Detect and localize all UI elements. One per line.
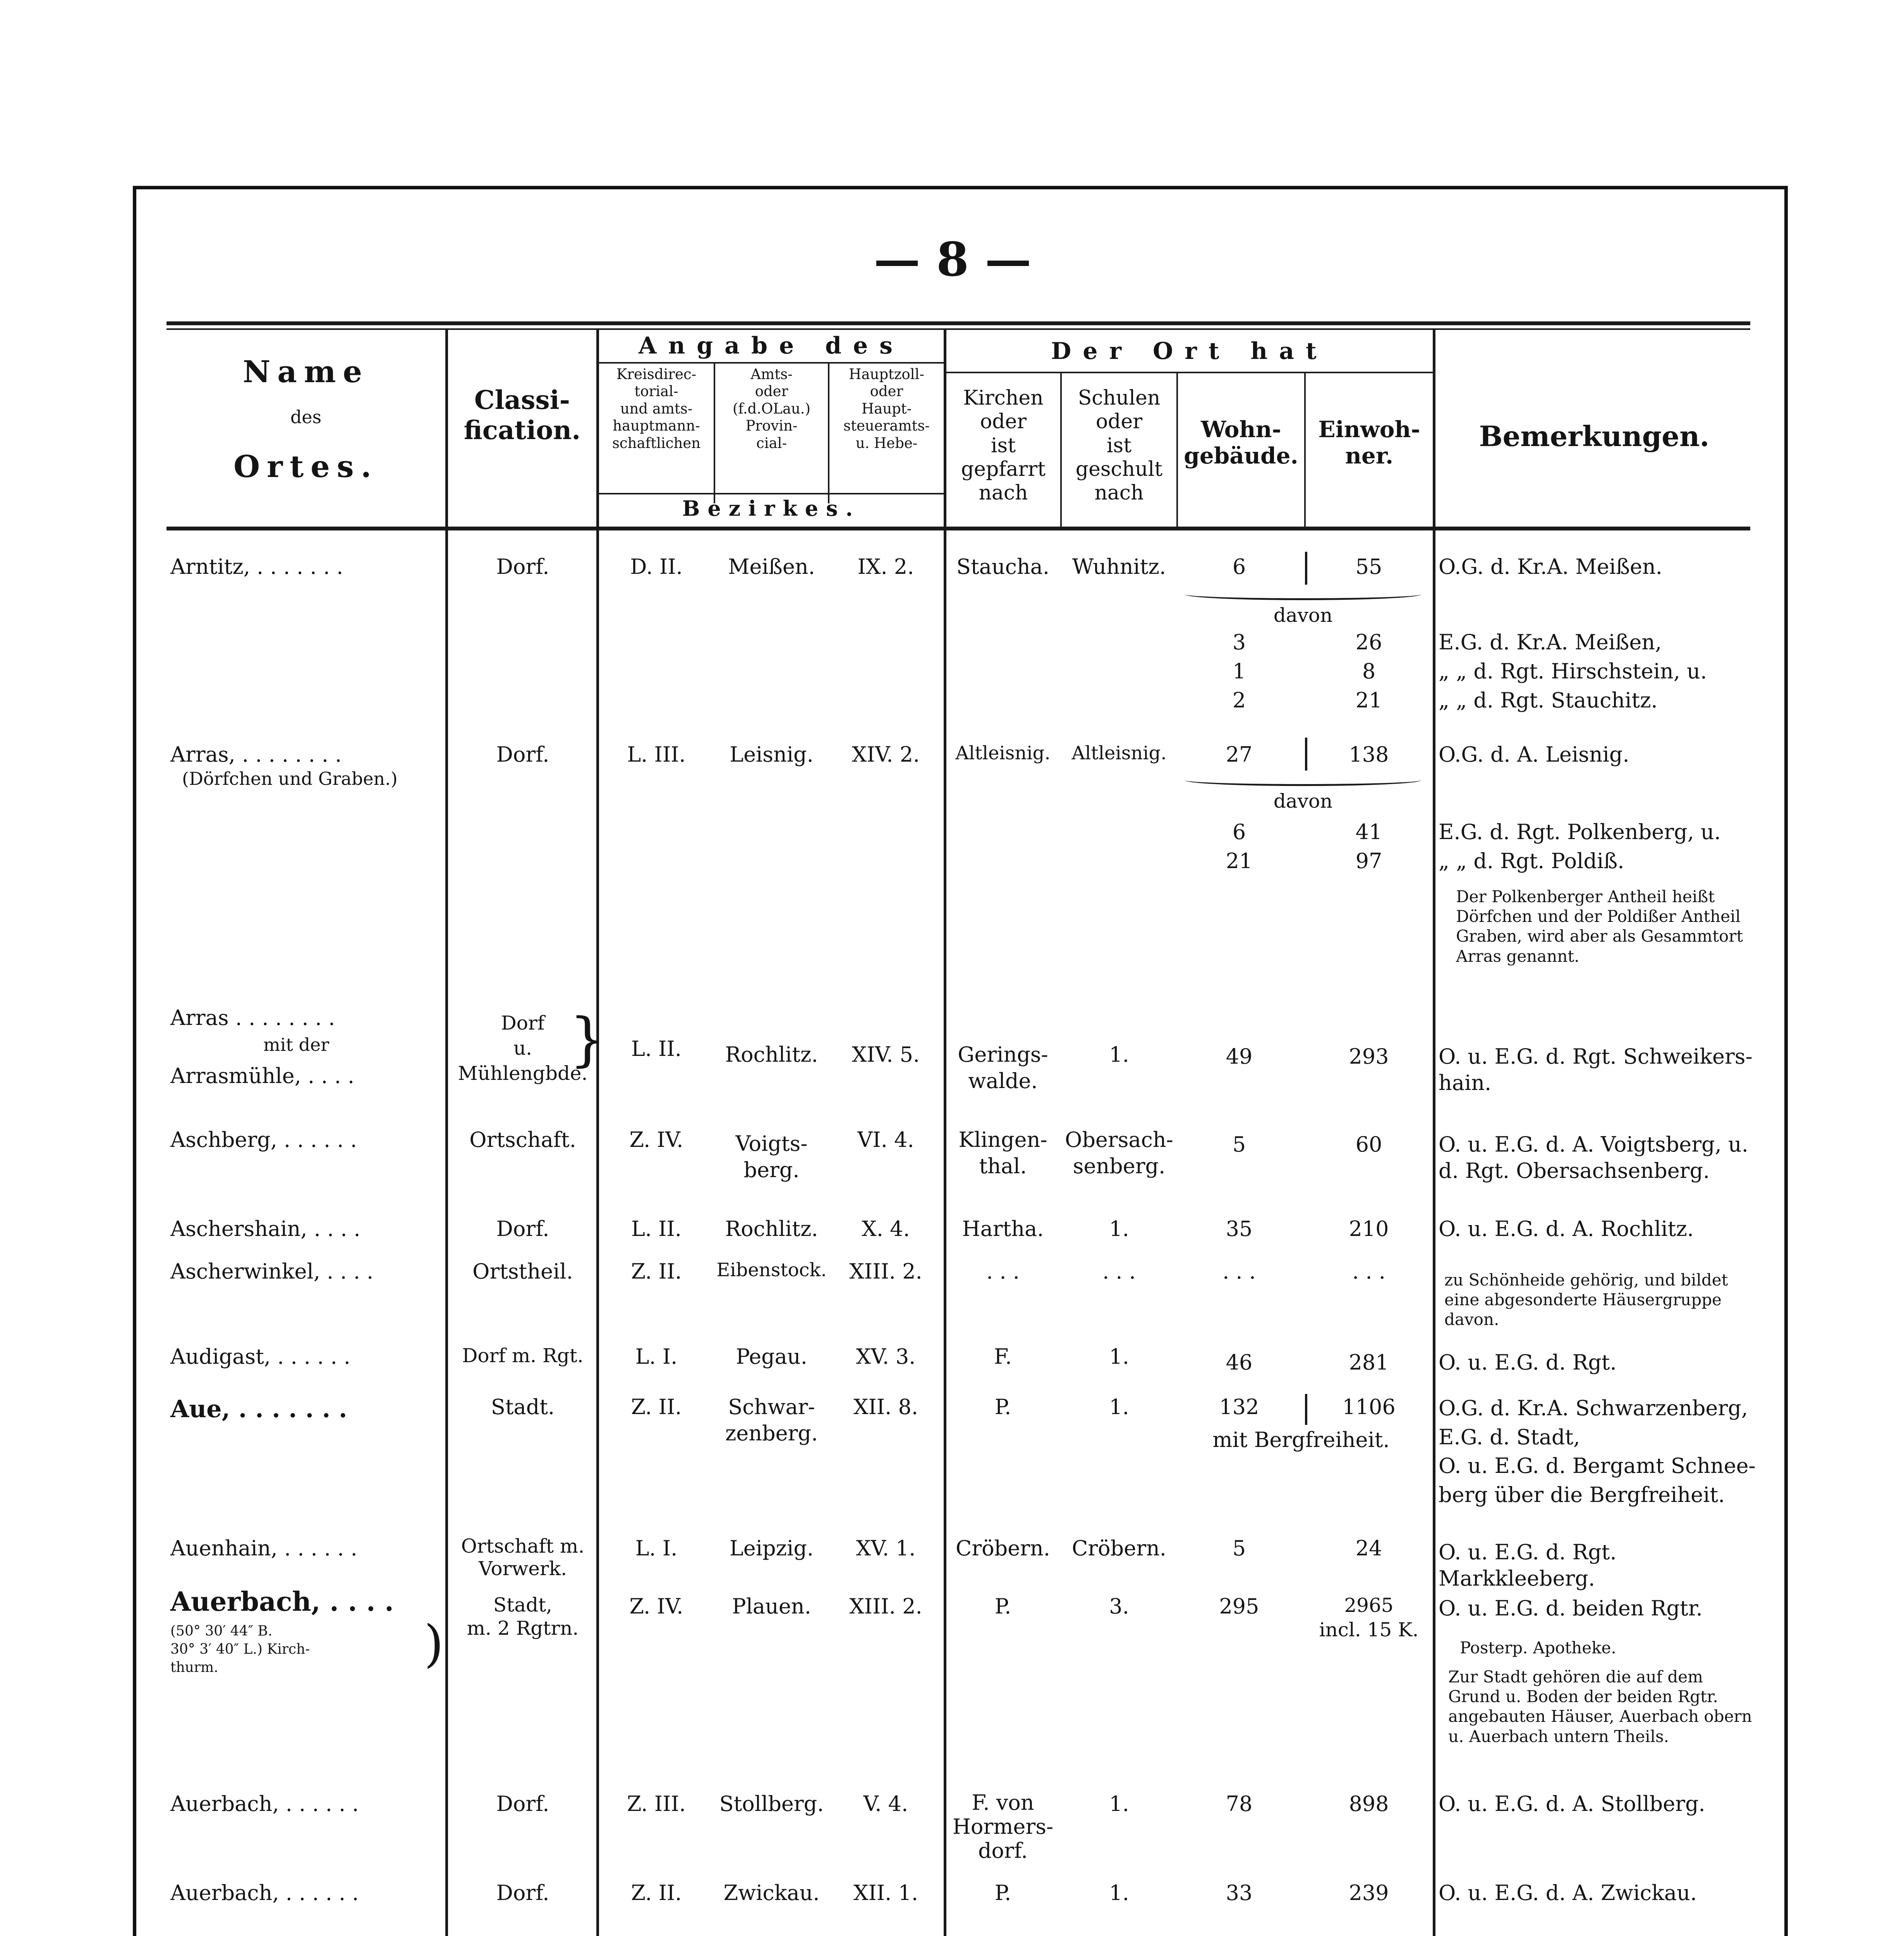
classification: Stadt.	[491, 1395, 555, 1419]
school: Cröbern.	[1072, 1536, 1166, 1560]
amt-district: Zwickau.	[723, 1881, 820, 1905]
dwellings: 5	[1232, 1132, 1246, 1157]
remarks: E.G. d. Rgt. Polkenberg, u.	[1439, 820, 1721, 844]
dwellings: 6	[1232, 554, 1246, 579]
remarks: O.G. d. Kr.A. Schwarzenberg, E.G. d. Stadt, O. u. E.G. d. Bergamt Schnee- berg über die Bergfreiheit.	[1439, 1396, 1756, 1507]
classification: Dorf.	[496, 1792, 549, 1816]
dwellings: 21	[1226, 849, 1253, 873]
dwellings-note: mit Bergfreiheit.	[1212, 1428, 1390, 1452]
col-divider	[1433, 328, 1435, 1936]
place-name: Auerbach, . . . . . .	[170, 1881, 359, 1905]
place-name: Auerbach, . . . . . .	[170, 1792, 359, 1816]
dwellings: 27	[1226, 742, 1253, 767]
school: . . .	[1102, 1259, 1136, 1284]
inhabitants: 60	[1355, 1132, 1382, 1157]
place-name: Auerbach, . . . .	[170, 1586, 394, 1617]
ort-hat-header: Der Ort hat	[1051, 338, 1328, 365]
classification: Dorf m. Rgt.	[462, 1344, 584, 1367]
davon-brace	[1185, 774, 1421, 786]
einw-col-header: Einwoh- ner.	[1318, 416, 1420, 469]
zoll-district: IX. 2.	[857, 554, 914, 579]
davon-brace	[1185, 589, 1421, 600]
bezirkes-rule	[599, 493, 944, 494]
amt-district: Eibenstock.	[716, 1259, 827, 1281]
zoll-district: XIII. 2.	[849, 1259, 922, 1284]
place-coordinates: (50° 30′ 44″ B. 30° 3′ 40″ L.) Kirch- thurm.	[170, 1623, 310, 1675]
kreis-district: L. I.	[635, 1344, 678, 1369]
amt-col-header: Amts- oder (f.d.OLau.) Provin- cial-	[732, 366, 810, 451]
church: . . .	[986, 1259, 1020, 1284]
school: 1.	[1109, 1792, 1129, 1816]
place-name: Ascherwinkel, . . . .	[170, 1259, 374, 1284]
place-name: Aue, . . . . . . .	[170, 1395, 347, 1423]
zoll-district: XIV. 2.	[852, 742, 920, 767]
classification: Ortschaft.	[469, 1128, 576, 1152]
ort-hat-rule	[946, 372, 1433, 373]
classification: Ortstheil.	[472, 1259, 573, 1284]
bezirkes-header: Bezirkes.	[682, 496, 861, 521]
col-divider	[944, 328, 946, 1936]
remarks: „ „ d. Rgt. Stauchitz.	[1439, 688, 1658, 712]
dwellings: 49	[1226, 1044, 1253, 1069]
school: 1.	[1109, 1042, 1129, 1067]
remarks: „ „ d. Rgt. Poldiß.	[1439, 849, 1624, 873]
kreis-district: Z. II.	[631, 1259, 682, 1284]
church: Staucha.	[956, 554, 1050, 579]
place-name-note: (Dörfchen und Graben.)	[182, 768, 398, 789]
inhabitants: 138	[1349, 742, 1389, 767]
kreis-district: Z. IV.	[629, 1594, 683, 1618]
davon-label: davon	[1273, 604, 1333, 626]
dwellings: 35	[1226, 1217, 1253, 1241]
inhabitants: 281	[1349, 1350, 1389, 1375]
church: F. von Hormers- dorf.	[952, 1790, 1054, 1863]
inhabitants: 97	[1355, 849, 1382, 873]
place-name: Arras . . . . . . . .	[170, 1006, 335, 1030]
church: F.	[994, 1344, 1012, 1369]
inhabitants: 24	[1355, 1536, 1382, 1560]
school: Altleisnig.	[1071, 742, 1167, 764]
dwellings: 132	[1219, 1395, 1259, 1419]
value-separator	[1305, 552, 1307, 585]
wohn-col-header: Wohn- gebäude.	[1184, 416, 1298, 469]
zoll-district: XIII. 2.	[849, 1594, 922, 1618]
inhabitants: 8	[1362, 659, 1376, 683]
kreis-col-header: Kreisdirec- torial- und amts- hauptmann- schaftlichen	[612, 366, 701, 451]
dwellings: 78	[1226, 1792, 1253, 1816]
angabe-header: Angabe des	[639, 332, 904, 359]
kreis-district: D. II.	[630, 554, 683, 579]
inhabitants: 210	[1349, 1217, 1389, 1241]
amt-district: Stollberg.	[719, 1792, 824, 1816]
inhabitants: 2965 incl. 15 K.	[1319, 1594, 1419, 1641]
brace-icon: }	[569, 1006, 606, 1073]
zoll-district: V. 4.	[863, 1792, 908, 1816]
inhabitants: . . .	[1352, 1259, 1386, 1284]
col-divider	[445, 328, 448, 1936]
kreis-district: L. II.	[631, 1217, 682, 1241]
name-col-line2: des	[290, 407, 322, 427]
schule-col-header: Schulen oder ist geschult nach	[1075, 386, 1163, 505]
remarks: O. u. E.G. d. A. Rochlitz.	[1439, 1217, 1694, 1241]
header-top-rule-thin	[167, 328, 1750, 330]
school: Wuhnitz.	[1072, 554, 1166, 579]
amt-district: Pegau.	[736, 1344, 807, 1369]
header-top-rule	[167, 321, 1750, 325]
place-name: Audigast, . . . . . .	[170, 1344, 350, 1369]
dwellings: 5	[1232, 1536, 1246, 1560]
remarks: O. u. E.G. d. Rgt. Markkleeberg.	[1439, 1540, 1617, 1591]
church: Altleisnig.	[955, 742, 1051, 764]
page-number: — 8 —	[874, 232, 1032, 287]
church: Cröbern.	[956, 1536, 1050, 1560]
name-col-line1: Name	[243, 354, 369, 390]
remarks: „ „ d. Rgt. Hirschstein, u.	[1439, 659, 1707, 683]
kreis-district: L. I.	[635, 1536, 678, 1560]
paren-icon: )	[424, 1614, 444, 1673]
inhabitants: 41	[1355, 820, 1382, 844]
school: Obersach- senberg.	[1065, 1128, 1173, 1178]
church: Klingen- thal.	[958, 1128, 1047, 1178]
amt-district: Schwar- zenberg.	[725, 1395, 818, 1445]
place-name: Auenhain, . . . . . .	[170, 1536, 357, 1560]
amt-district: Leipzig.	[729, 1536, 814, 1560]
kreis-district: Z. II.	[631, 1881, 682, 1905]
inhabitants: 55	[1355, 554, 1382, 579]
remarks-note: Zur Stadt gehören die auf dem Grund u. Boden der beiden Rgtr. angebauten Häuser, Auerbach obern u. Auerbach untern Theils.	[1448, 1667, 1752, 1746]
classification: Dorf.	[496, 1217, 549, 1241]
zoll-district: XIV. 5.	[852, 1042, 920, 1067]
remarks: O. u. E.G. d. Rgt. Schweikers- hain.	[1439, 1044, 1753, 1095]
bem-col-header: Bemerkungen.	[1479, 420, 1710, 453]
place-name: Aschberg, . . . . . .	[170, 1128, 357, 1152]
zoll-col-header: Hauptzoll- oder Haupt- steueramts- u. Hebe-	[843, 366, 930, 451]
school: 3.	[1109, 1594, 1129, 1618]
dwellings: 46	[1226, 1350, 1253, 1375]
classification: Ortschaft m. Vorwerk.	[461, 1535, 585, 1580]
amt-district: Leisnig.	[730, 742, 814, 767]
kreis-district: L. II.	[631, 1037, 682, 1061]
value-separator	[1305, 1394, 1307, 1425]
school: 1.	[1109, 1395, 1129, 1419]
school: 1.	[1109, 1344, 1129, 1369]
church: P.	[994, 1594, 1011, 1618]
classification: Dorf.	[496, 1881, 549, 1905]
dwellings: 2	[1232, 688, 1246, 712]
dwellings: 33	[1226, 1881, 1253, 1905]
church: P.	[994, 1881, 1011, 1905]
inhabitants: 1106	[1342, 1395, 1396, 1419]
col-divider	[596, 328, 599, 1936]
value-separator	[1305, 738, 1307, 771]
amt-district: Rochlitz.	[725, 1042, 818, 1067]
remarks: zu Schönheide gehörig, und bildet eine abgesonderte Häusergruppe davon.	[1444, 1270, 1728, 1329]
church: Hartha.	[962, 1217, 1044, 1241]
amt-district: Voigts- berg.	[735, 1131, 808, 1182]
inhabitants: 21	[1355, 688, 1382, 712]
inhabitants: 239	[1349, 1881, 1389, 1905]
name-col-line3: Ortes.	[233, 449, 378, 484]
class-col-header: Classi- fication.	[464, 385, 581, 445]
place-name-mill: Arrasmühle, . . . .	[170, 1064, 355, 1088]
dwellings: 3	[1232, 630, 1246, 654]
inhabitants: 898	[1349, 1792, 1389, 1816]
remarks-secondary: Posterp. Apotheke.	[1460, 1638, 1616, 1657]
remarks: O. u. E.G. d. A. Zwickau.	[1439, 1881, 1697, 1905]
davon-label: davon	[1273, 790, 1333, 812]
remarks: O. u. E.G. d. A. Stollberg.	[1439, 1792, 1705, 1816]
school: 1.	[1109, 1217, 1129, 1241]
classification: Dorf u. Mühlengbde.	[458, 1012, 588, 1085]
zoll-district: VI. 4.	[857, 1128, 914, 1152]
remarks: O. u. E.G. d. A. Voigtsberg, u. d. Rgt. Obersachsenberg.	[1439, 1132, 1748, 1183]
church: Gerings- walde.	[958, 1042, 1048, 1093]
kreis-district: L. III.	[627, 742, 686, 767]
church: P.	[994, 1395, 1011, 1419]
dwellings: 1	[1232, 659, 1246, 683]
remarks: O.G. d. Kr.A. Meißen.	[1439, 554, 1662, 579]
zoll-district: X. 4.	[862, 1217, 910, 1241]
zoll-district: XV. 1.	[856, 1536, 916, 1560]
dwellings: . . .	[1222, 1259, 1256, 1284]
place-name: Aschershain, . . . .	[170, 1217, 361, 1241]
amt-district: Meißen.	[728, 554, 815, 579]
place-name: Arras, . . . . . . . .	[170, 742, 342, 767]
classification: Stadt, m. 2 Rgtrn.	[467, 1594, 579, 1639]
zoll-district: XII. 1.	[853, 1881, 918, 1905]
place-name-connector: mit der	[263, 1034, 330, 1055]
angabe-rule	[599, 362, 944, 364]
place-name: Arntitz, . . . . . . .	[170, 554, 343, 579]
remarks: O. u. E.G. d. beiden Rgtr.	[1439, 1596, 1703, 1620]
zoll-district: XII. 8.	[853, 1395, 918, 1419]
kreis-district: Z. III.	[627, 1792, 686, 1816]
zoll-district: XV. 3.	[856, 1344, 916, 1369]
remarks: O.G. d. A. Leisnig.	[1439, 742, 1629, 767]
remarks-note: Der Polkenberger Antheil heißt Dörfchen und der Poldißer Antheil Graben, wird aber als Gesammtort Arras genannt.	[1456, 887, 1743, 966]
dwellings: 6	[1232, 820, 1246, 844]
dwellings: 295	[1219, 1594, 1259, 1618]
inhabitants: 293	[1349, 1044, 1389, 1069]
amt-district: Rochlitz.	[725, 1217, 818, 1241]
header-bottom-rule	[167, 527, 1750, 530]
inhabitants: 26	[1355, 630, 1382, 654]
classification: Dorf.	[496, 742, 549, 767]
kreis-district: Z. II.	[631, 1395, 682, 1419]
remarks: E.G. d. Kr.A. Meißen,	[1439, 630, 1662, 654]
remarks: O. u. E.G. d. Rgt.	[1439, 1350, 1617, 1375]
kreis-district: Z. IV.	[629, 1128, 683, 1152]
classification: Dorf.	[496, 554, 549, 579]
kirche-col-header: Kirchen oder ist gepfarrt nach	[961, 386, 1046, 505]
school: 1.	[1109, 1881, 1129, 1905]
amt-district: Plauen.	[732, 1594, 811, 1618]
